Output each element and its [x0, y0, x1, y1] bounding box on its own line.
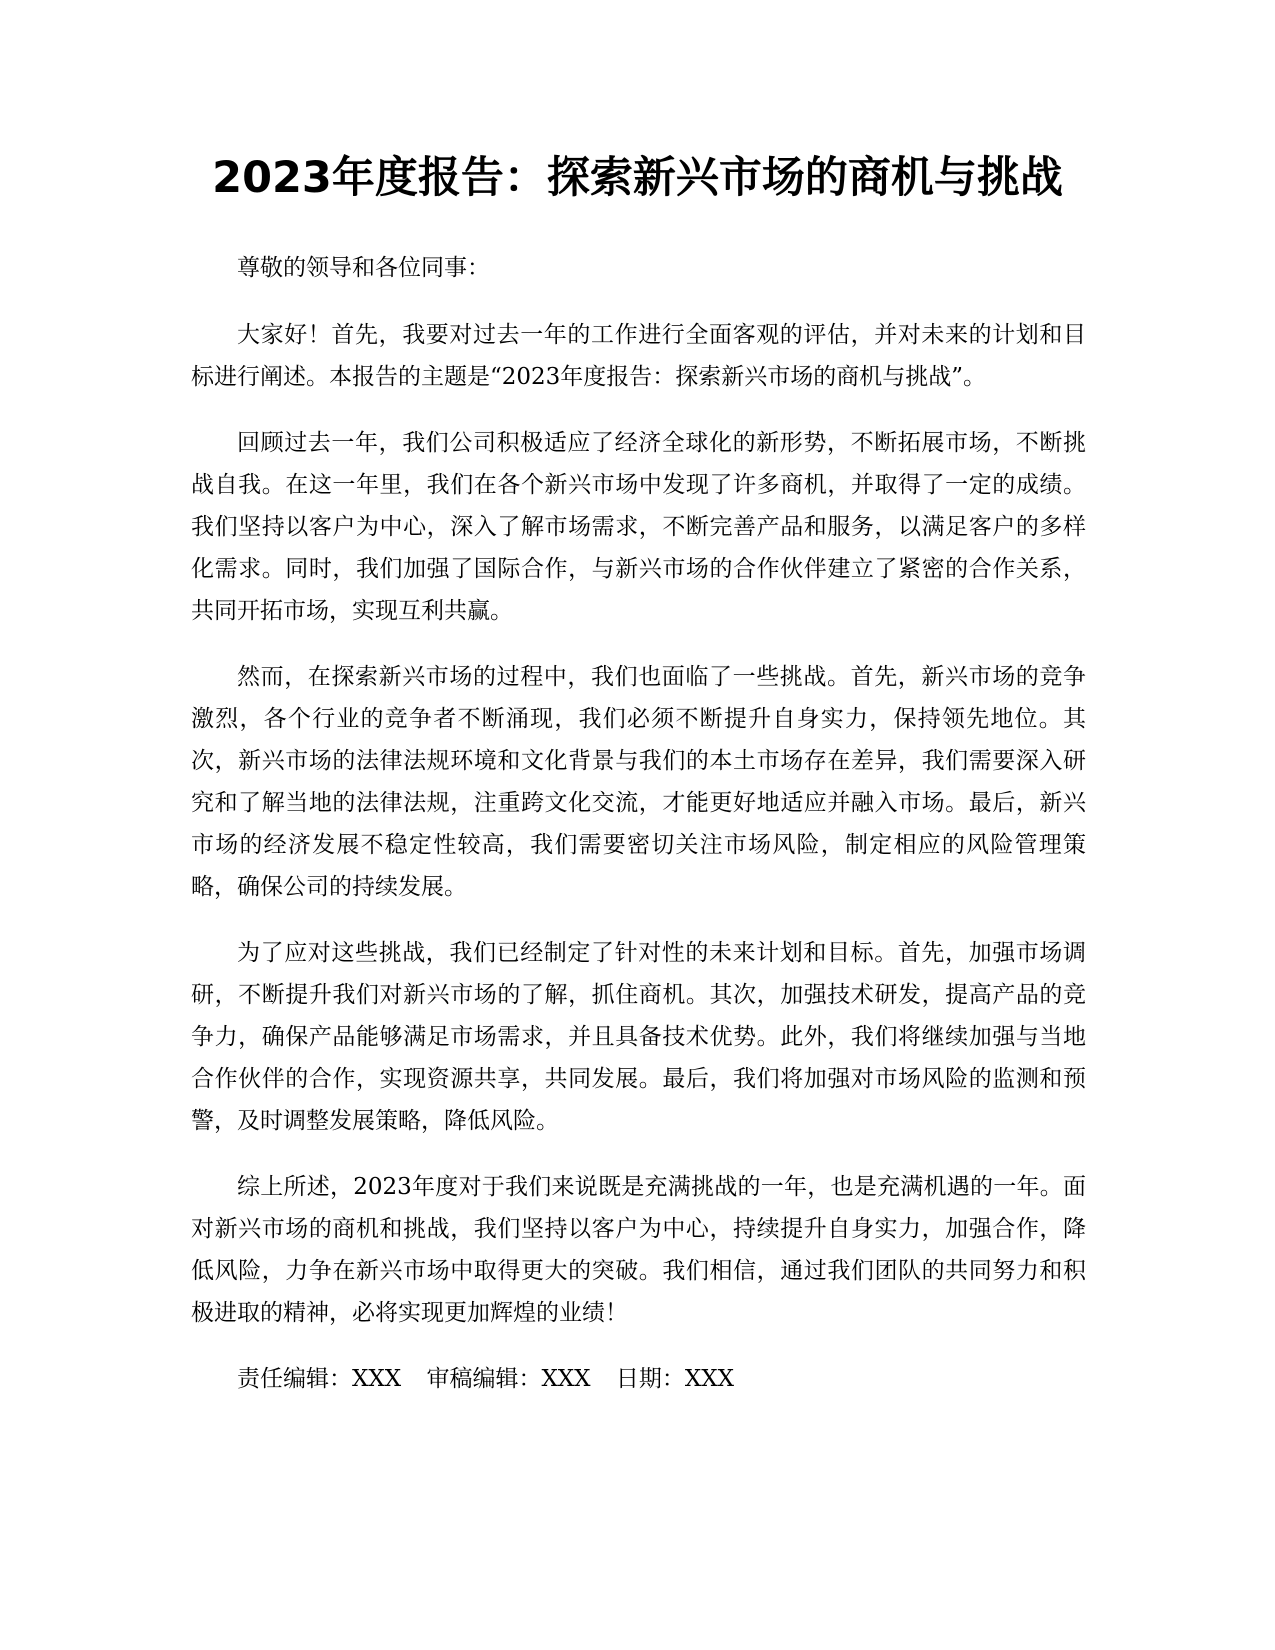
credits-line — [191, 1358, 1086, 1400]
paragraph-intro: 大家好！首先，我要对过去一年的工作进行全面客观的评估，并对未来的计划和目标进行阐述。本报告的主题是“2023年度报告：探索新兴市场的商机与挑战”。 — [191, 322, 1086, 390]
paragraph-challenges: 然而，在探索新兴市场的过程中，我们也面临了一些挑战。首先，新兴市场的竞争激烈，各个行业的竞争者不断涌现，我们必须不断提升自身实力，保持领先地位。其次，新兴市场的法律法规环境和文化背景与我们的本土市场存在差异，我们需要深入研究和了解当地的法律法规，注重跨文化交流，才能更好地适应并融入市场。最后，新兴市场的经济发展不稳定性较高，我们需要密切关注市场风险，制定相应的风险管理策略，确保公司的持续发展。 — [191, 664, 1086, 900]
paragraph-review: 回顾过去一年，我们公司积极适应了经济全球化的新形势，不断拓展市场，不断挑战自我。在这一年里，我们在各个新兴市场中发现了许多商机，并取得了一定的成绩。我们坚持以客户为中心，深入了解市场需求，不断完善产品和服务，以满足客户的多样化需求。同时，我们加强了国际合作，与新兴市场的合作伙伴建立了紧密的合作关系，共同开拓市场，实现互利共赢。 — [191, 430, 1086, 624]
salutation: 尊敬的领导和各位同事： — [237, 255, 490, 281]
credit-reviewer: 审稿编辑：XXX — [426, 1366, 591, 1392]
document-title: 2023年度报告：探索新兴市场的商机与挑战 — [212, 153, 1063, 203]
document-body — [191, 247, 1086, 1400]
paragraph-plans: 为了应对这些挑战，我们已经制定了针对性的未来计划和目标。首先，加强市场调研，不断提升我们对新兴市场的了解，抓住商机。其次，加强技术研发，提高产品的竞争力，确保产品能够满足市场需求，并且具备技术优势。此外，我们将继续加强与当地合作伙伴的合作，实现资源共享，共同发展。最后，我们将加强对市场风险的监测和预警，及时调整发展策略，降低风险。 — [191, 940, 1086, 1134]
paragraph-conclusion: 综上所述，2023年度对于我们来说既是充满挑战的一年，也是充满机遇的一年。面对新兴市场的商机和挑战，我们坚持以客户为中心，持续提升自身实力，加强合作，降低风险，力争在新兴市场中取得更大的突破。我们相信，通过我们团队的共同努力和积极进取的精神，必将实现更加辉煌的业绩！ — [191, 1174, 1086, 1326]
credit-editor: 责任编辑：XXX — [237, 1366, 402, 1392]
credit-date: 日期：XXX — [615, 1366, 734, 1392]
